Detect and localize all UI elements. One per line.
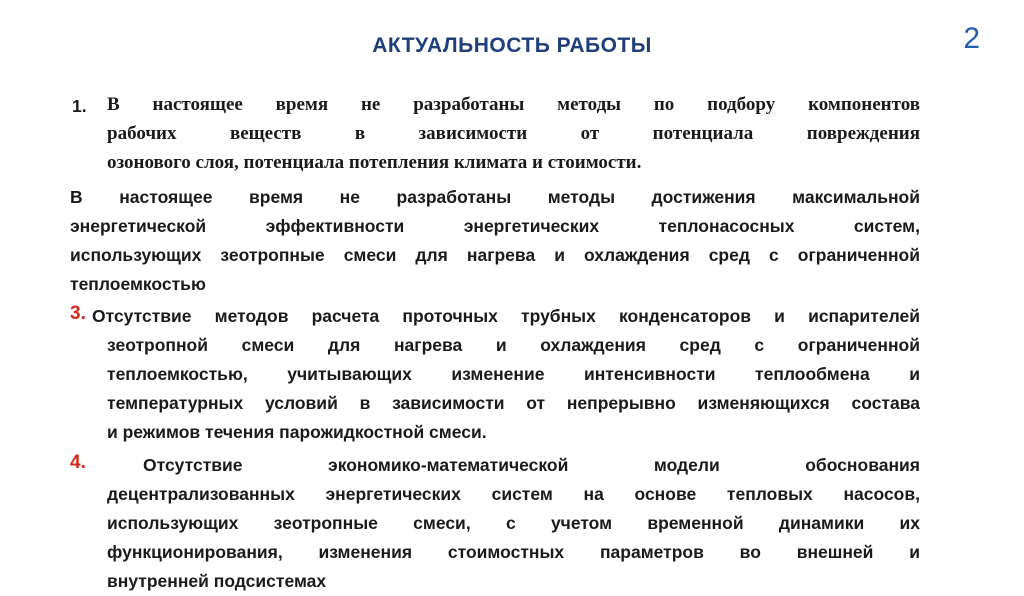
item-line: В настоящее время не разработаны методы по подбору компонентов (107, 94, 920, 115)
slide-number: 2 (963, 22, 980, 55)
list-item (107, 90, 920, 177)
item-line: зеотропной смеси для нагрева и охлаждения сред с ограниченной (107, 335, 920, 355)
item-line: децентрализованных энергетических систем на основе тепловых насосов, (107, 484, 920, 504)
item-number: 4. (70, 452, 86, 473)
item-number: 1. (72, 96, 87, 116)
list-item-continuation (107, 331, 920, 447)
item-number: 3. (70, 303, 86, 324)
slide-title: АКТУАЛЬНОСТЬ РАБОТЫ (372, 34, 652, 57)
item-line: Отсутствие экономико-математической модели обоснования (143, 455, 920, 475)
item-line: энергетической эффективности энергетических теплонасосных систем, (70, 216, 920, 236)
item-line: и режимов течения парожидкостной смеси. (107, 422, 487, 442)
item-line: В настоящее время не разработаны методы достижения максимальной (70, 187, 920, 207)
item-line: температурных условий в зависимости от непрерывно изменяющихся состава (107, 393, 920, 413)
list-item (92, 302, 920, 331)
item-line: использующих зеотропные смеси, с учетом временной динамики их (107, 513, 920, 533)
item-line: внутренней подсистемах (107, 571, 327, 591)
list-item (70, 183, 920, 299)
item-line: использующих зеотропные смеси для нагрева и охлаждения сред с ограниченной (70, 245, 920, 265)
item-line: рабочих веществ в зависимости от потенциала повреждения (107, 123, 920, 144)
item-line: функционирования, изменения стоимостных параметров во внешней и (107, 542, 920, 562)
list-item (107, 451, 920, 596)
item-line: теплоемкостью (70, 274, 206, 294)
item-line: теплоемкостью, учитывающих изменение интенсивности теплообмена и (107, 364, 920, 384)
item-line: озонового слоя, потенциала потепления климата и стоимости. (107, 152, 642, 173)
item-line: Отсутствие методов расчета проточных трубных конденсаторов и испарителей (92, 306, 920, 326)
